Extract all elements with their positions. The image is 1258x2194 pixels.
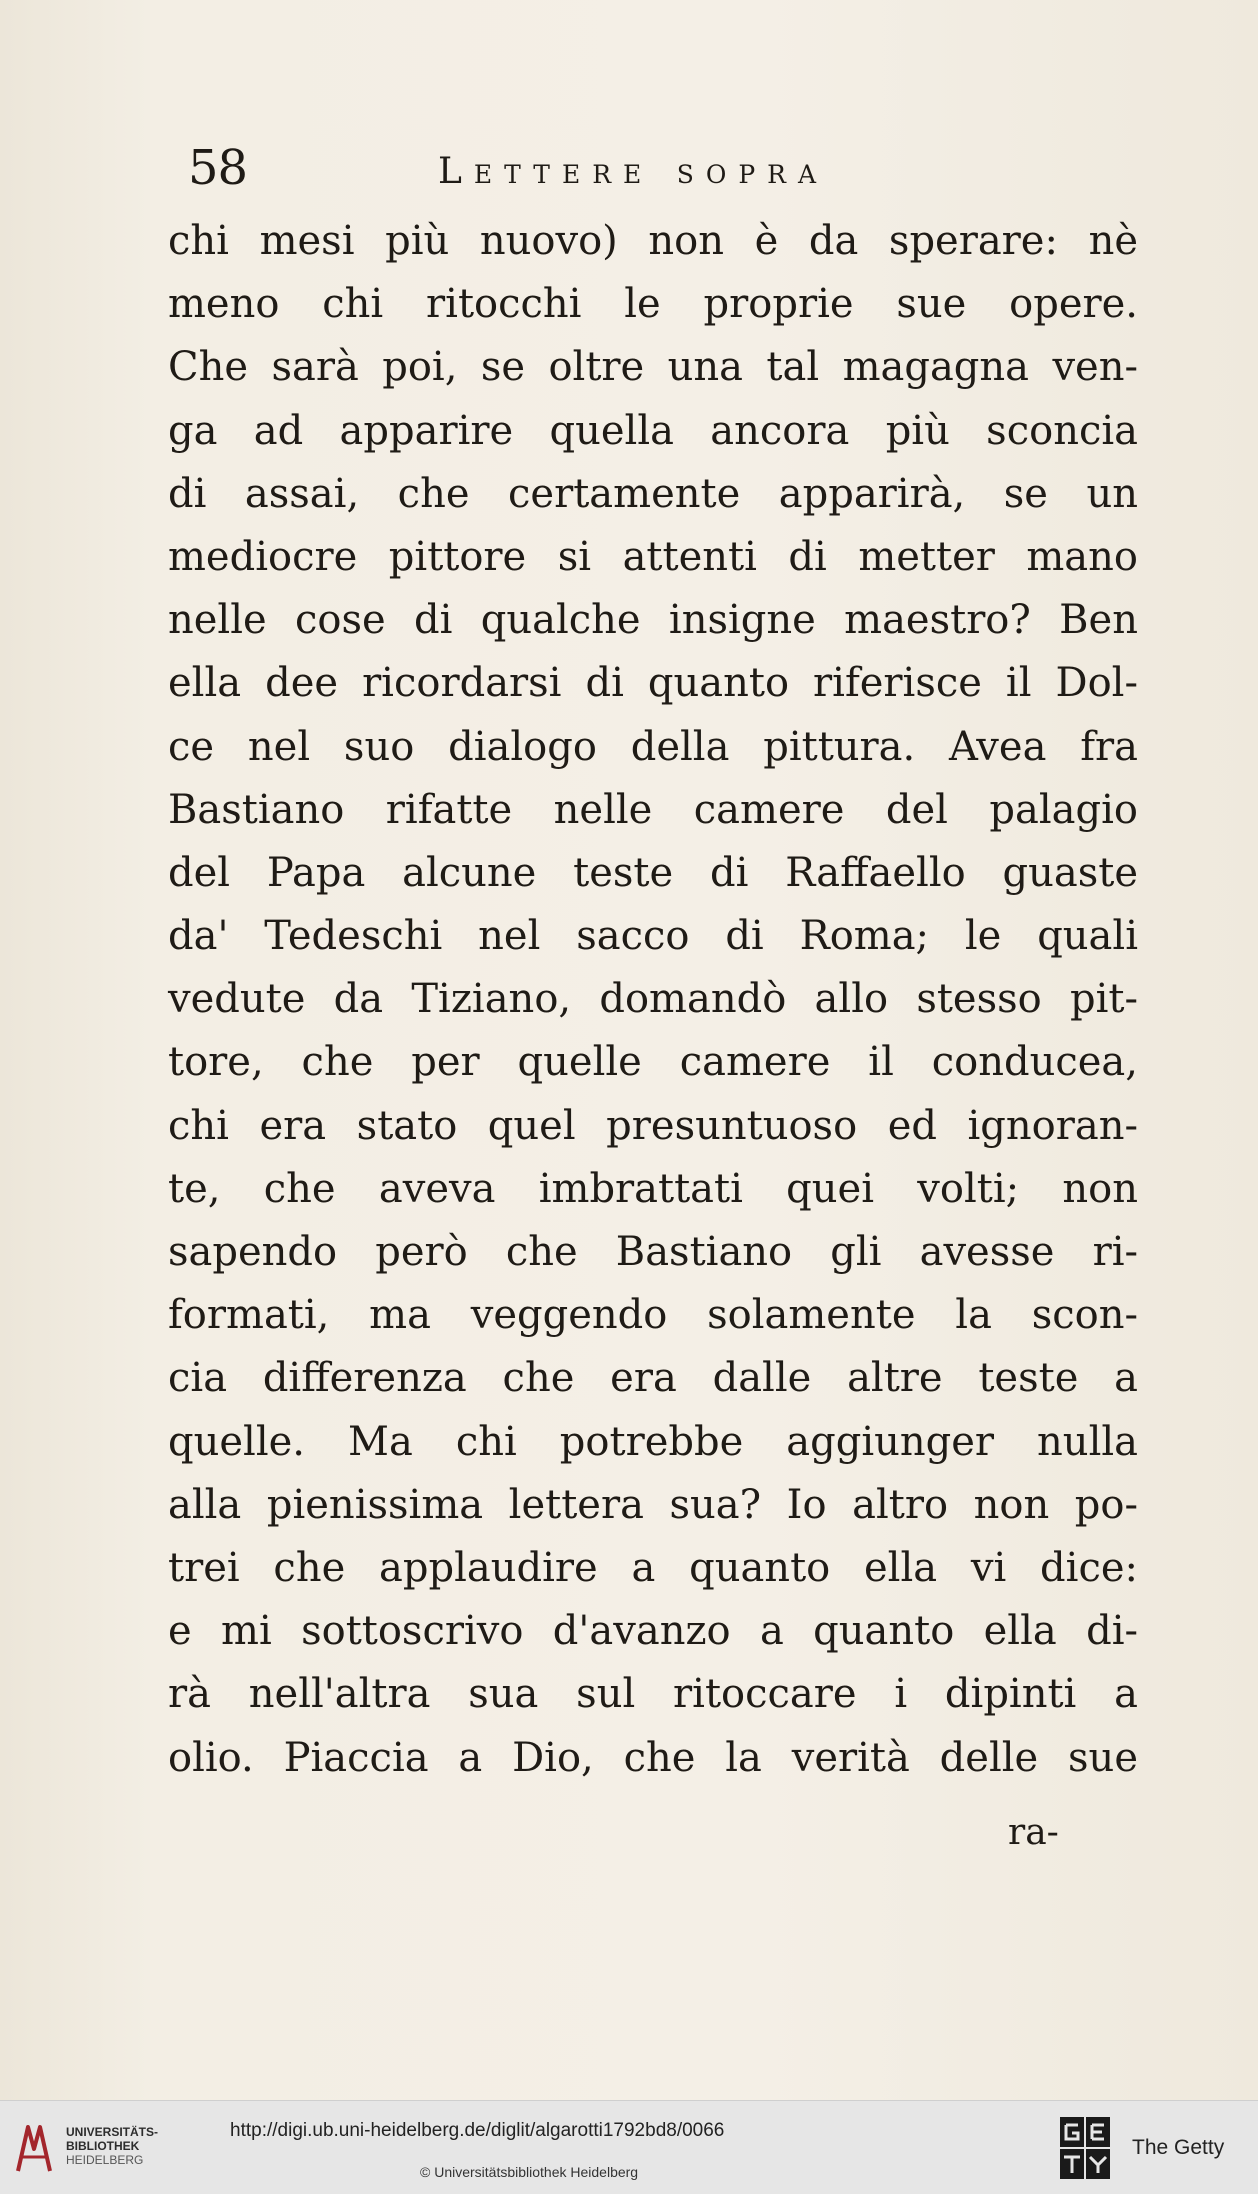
text-line: chi mesi più nuovo) non è da sperare: nè <box>168 218 1138 264</box>
text-line: te, che aveva imbrattati quei volti; non <box>168 1165 1138 1212</box>
page-number: 58 <box>188 140 248 196</box>
catchword: ra- <box>1008 1812 1059 1853</box>
page-header <box>188 140 928 200</box>
text-line: mediocre pittore si attenti di metter mano <box>168 533 1138 580</box>
text-line: meno chi ritocchi le proprie sue opere. <box>168 281 1138 328</box>
text-line: Bastiano rifatte nelle camere del palagio <box>168 786 1138 833</box>
body-text <box>168 210 1138 1790</box>
library-name-line: HEIDELBERG <box>66 2153 144 2167</box>
permalink-url[interactable]: http://digi.ub.uni-heidelberg.de/diglit/algarotti1792bd8/0066 <box>230 2120 725 2141</box>
text-line: Che sarà poi, se oltre una tal magagna ven- <box>168 344 1138 391</box>
text-line: e mi sottoscrivo d'avanzo a quanto ella di- <box>168 1608 1138 1655</box>
text-line: chi era stato quel presuntuoso ed ignoran- <box>168 1102 1138 1149</box>
text-line: ce nel suo dialogo della pittura. Avea fra <box>168 723 1138 770</box>
getty-logo-icon <box>1058 2115 1112 2181</box>
viewer-footer <box>0 2100 1258 2194</box>
copyright-notice: © Universitätsbibliothek Heidelberg <box>420 2164 639 2180</box>
library-name-line: UNIVERSITÄTS- <box>66 2125 159 2139</box>
text-line: di assai, che certamente apparirà, se un <box>168 470 1138 517</box>
text-line: rà nell'altra sua sul ritoccare i dipinti a <box>168 1671 1138 1718</box>
text-line: ga ad apparire quella ancora più sconcia <box>168 407 1138 454</box>
text-line: cia differenza che era dalle altre teste a <box>168 1355 1138 1402</box>
library-name-line: BIBLIOTHEK <box>66 2139 140 2153</box>
text-line: ella dee ricordarsi di quanto riferisce il Dol- <box>168 660 1138 707</box>
text-line: da' Tedeschi nel sacco di Roma; le quali <box>168 913 1138 960</box>
text-line: alla pienissima lettera sua? Io altro non po- <box>168 1481 1138 1528</box>
text-line: olio. Piaccia a Dio, che la verità delle sue <box>168 1734 1138 1781</box>
text-line: quelle. Ma chi potrebbe aggiunger nulla <box>168 1418 1138 1465</box>
university-library-logo-icon <box>14 2121 54 2177</box>
text-line: del Papa alcune teste di Raffaello guaste <box>168 849 1138 896</box>
text-line: formati, ma veggendo solamente la scon- <box>168 1292 1138 1339</box>
partner-name: The Getty <box>1132 2136 1225 2159</box>
text-line: nelle cose di qualche insigne maestro? Ben <box>168 597 1138 644</box>
text-line: trei che applaudire a quanto ella vi dice: <box>168 1544 1138 1591</box>
text-line: tore, che per quelle camere il conducea, <box>168 1039 1138 1086</box>
text-line: sapendo però che Bastiano gli avesse ri- <box>168 1229 1138 1275</box>
library-name <box>66 2125 186 2167</box>
running-title: Lettere sopra <box>438 151 829 192</box>
text-line: vedute da Tiziano, domandò allo stesso pit- <box>168 976 1138 1023</box>
